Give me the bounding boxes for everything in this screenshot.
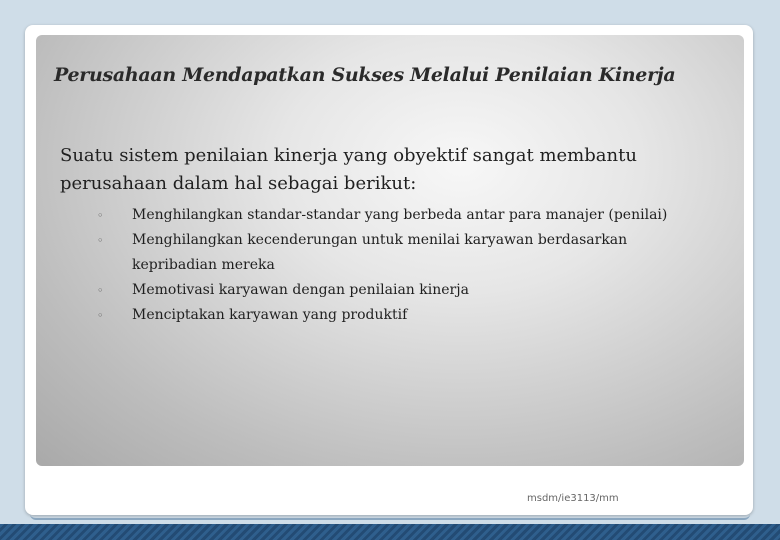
bullet-text: Menciptakan karyawan yang produktif xyxy=(132,307,408,323)
bullet-circle-icon: ◦ xyxy=(97,284,104,297)
bullet-circle-icon: ◦ xyxy=(97,309,104,322)
bullet-circle-icon: ◦ xyxy=(97,209,104,222)
bullet-item xyxy=(60,203,710,228)
intro-text: Suatu sistem penilaian kinerja yang obyektif sangat membantu perusahaan dalam hal sebagai berikut: xyxy=(60,145,637,194)
bullet-text: Memotivasi karyawan dengan penilaian kinerja xyxy=(132,282,469,298)
slide-title: Perusahaan Mendapatkan Sukses Melalui Penilaian Kinerja xyxy=(54,64,676,86)
slide-bottom-edge xyxy=(30,512,750,520)
bottom-decorative-bar xyxy=(0,524,780,540)
bullet-list xyxy=(60,203,710,328)
bullet-circle-icon: ◦ xyxy=(97,234,104,247)
bullet-text: Menghilangkan kecenderungan untuk menilai karyawan berdasarkan kepribadian mereka xyxy=(132,232,628,273)
bullet-item xyxy=(60,303,710,328)
bullet-text: Menghilangkan standar-standar yang berbeda antar para manajer (penilai) xyxy=(132,207,668,223)
bullet-item xyxy=(60,278,710,303)
footer-text: msdm/ie3113/mm xyxy=(527,493,619,504)
bullet-item xyxy=(60,228,710,278)
